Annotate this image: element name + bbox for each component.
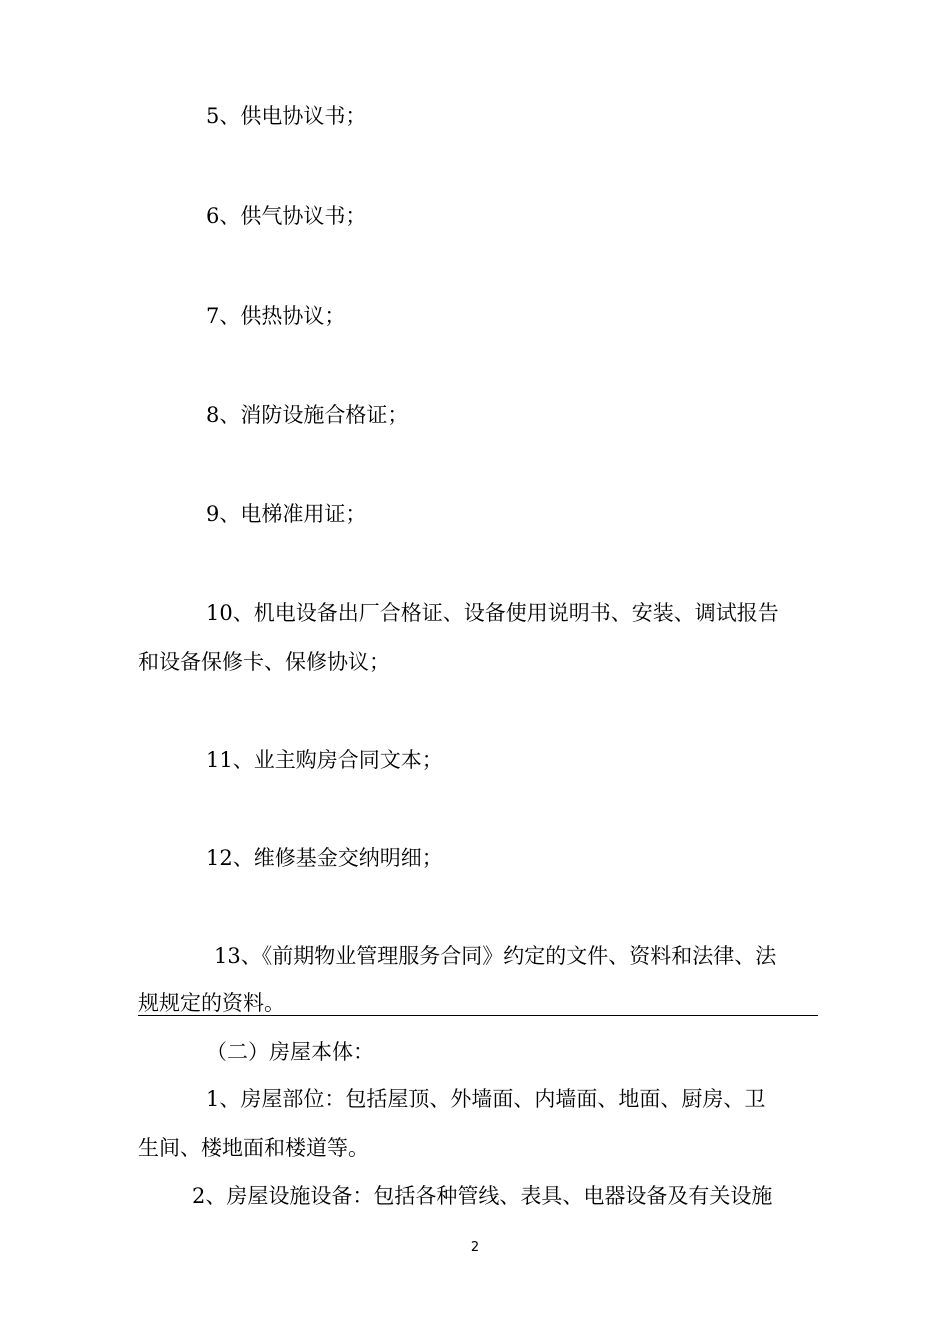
item-5: 5、供电协议书； xyxy=(206,104,367,128)
item-13-line-2: 规规定的资料。 xyxy=(138,991,285,1015)
page-number: 2 xyxy=(470,1240,480,1255)
item-8: 8、消防设施合格证； xyxy=(206,403,409,427)
section-line-1: 1、房屋部位：包括屋顶、外墙面、内墙面、地面、厨房、卫 xyxy=(206,1087,766,1111)
section-heading: （二）房屋本体： xyxy=(206,1040,374,1064)
section-divider xyxy=(138,1015,818,1016)
section-line-3: 2、房屋设施设备：包括各种管线、表具、电器设备及有关设施 xyxy=(192,1184,773,1208)
item-13-line-1: 13、《前期物业管理服务合同》约定的文件、资料和法律、法 xyxy=(214,944,777,968)
item-7: 7、供热协议； xyxy=(206,304,346,328)
item-6: 6、供气协议书； xyxy=(206,204,367,228)
item-12: 12、维修基金交纳明细； xyxy=(206,846,443,870)
section-line-2: 生间、楼地面和楼道等。 xyxy=(138,1136,369,1160)
item-11: 11、业主购房合同文本； xyxy=(206,748,443,772)
item-9: 9、电梯准用证； xyxy=(206,502,367,526)
item-10-line-1: 10、机电设备出厂合格证、设备使用说明书、安装、调试报告 xyxy=(206,601,779,625)
item-10-line-2: 和设备保修卡、保修协议； xyxy=(138,650,390,674)
